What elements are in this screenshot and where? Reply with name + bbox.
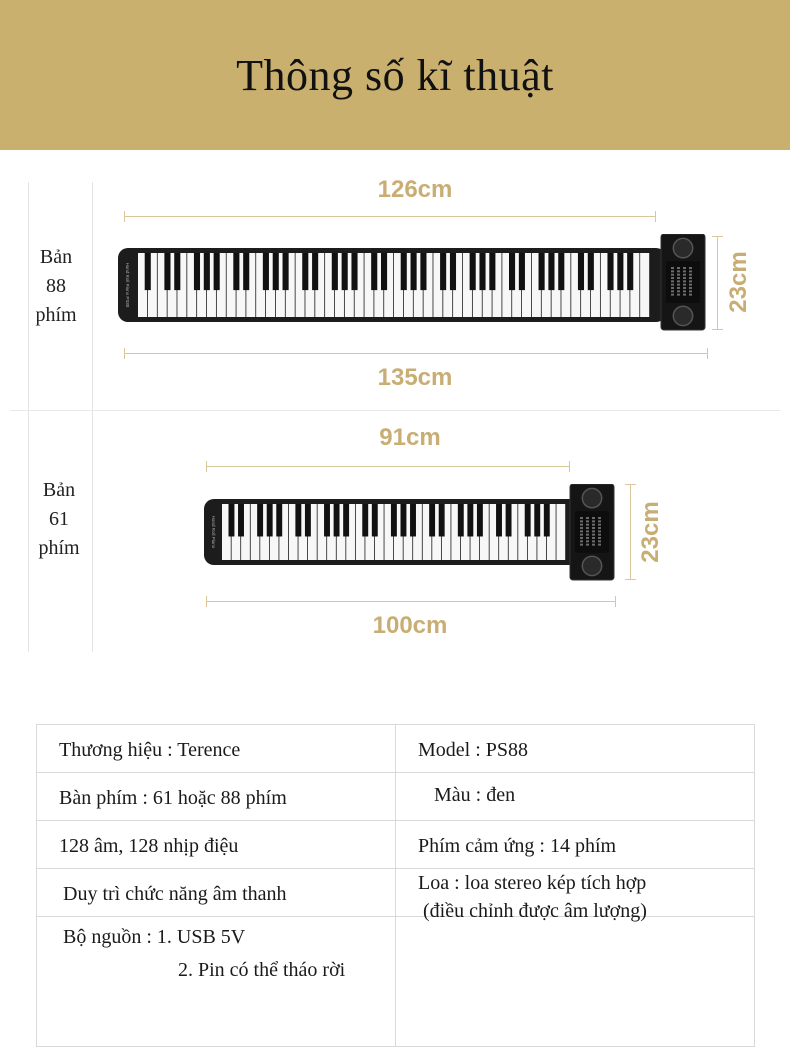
control-button xyxy=(586,520,589,522)
black-key xyxy=(273,253,279,290)
piano-61-image xyxy=(204,484,624,584)
control-button xyxy=(592,517,595,519)
control-button xyxy=(677,277,680,279)
control-button xyxy=(689,284,692,286)
control-button xyxy=(677,270,680,272)
control-button xyxy=(598,527,601,529)
control-button xyxy=(689,294,692,296)
black-key xyxy=(204,253,210,290)
control-button xyxy=(598,524,601,526)
control-button xyxy=(592,537,595,539)
control-button xyxy=(586,524,589,526)
control-button xyxy=(580,537,583,539)
black-key xyxy=(519,253,525,290)
spec-sustain: Duy trì chức năng âm thanh xyxy=(37,869,396,917)
control-button xyxy=(586,544,589,546)
keys-width-61: 91cm xyxy=(379,424,441,451)
black-key xyxy=(525,504,531,536)
black-key xyxy=(305,504,311,536)
control-button xyxy=(592,530,595,532)
control-button xyxy=(683,274,686,276)
page-title: Thông số kĩ thuật xyxy=(236,50,554,100)
piano-88-image xyxy=(118,234,718,334)
black-key xyxy=(164,253,170,290)
control-button xyxy=(586,534,589,536)
keys-width-line-88 xyxy=(124,216,656,217)
black-key xyxy=(506,504,512,536)
control-button xyxy=(683,294,686,296)
black-key xyxy=(263,253,269,290)
black-key xyxy=(371,253,377,290)
black-key xyxy=(381,253,387,290)
black-key xyxy=(233,253,239,290)
control-button xyxy=(671,280,674,282)
black-key xyxy=(283,253,289,290)
black-key xyxy=(174,253,180,290)
black-key xyxy=(548,253,554,290)
control-button xyxy=(671,274,674,276)
spec-power: Bộ nguồn : 1. USB 5V 2. Pin có thể tháo rời xyxy=(37,917,396,1047)
control-button xyxy=(598,544,601,546)
spec-empty xyxy=(396,917,755,1047)
section-divider-middle xyxy=(10,410,780,411)
table-row xyxy=(37,773,755,821)
black-key xyxy=(391,504,397,536)
table-row xyxy=(37,821,755,869)
black-key xyxy=(467,504,473,536)
black-key xyxy=(429,504,435,536)
control-button xyxy=(689,267,692,269)
control-button xyxy=(677,284,680,286)
black-key xyxy=(229,504,235,536)
control-button xyxy=(580,530,583,532)
spec-touch-keys: Phím cảm ứng : 14 phím xyxy=(396,821,755,869)
control-button xyxy=(580,520,583,522)
height-61: 23cm xyxy=(637,501,664,563)
total-length-61: 100cm xyxy=(372,612,448,639)
control-button xyxy=(580,517,583,519)
speaker-top xyxy=(673,238,692,257)
black-key xyxy=(243,253,249,290)
control-button xyxy=(580,527,583,529)
control-button xyxy=(683,287,686,289)
control-button xyxy=(592,540,595,542)
spec-keyboard: Bàn phím : 61 hoặc 88 phím xyxy=(37,773,396,821)
black-key xyxy=(558,253,564,290)
control-button xyxy=(598,520,601,522)
control-button xyxy=(671,290,674,292)
black-key xyxy=(238,504,244,536)
control-button xyxy=(671,270,674,272)
black-key xyxy=(332,253,338,290)
black-key xyxy=(477,504,483,536)
control-button xyxy=(677,290,680,292)
spec-color: Màu : đen xyxy=(396,773,755,821)
height-line-61 xyxy=(630,484,631,580)
control-button xyxy=(683,284,686,286)
control-button xyxy=(677,267,680,269)
black-key xyxy=(334,504,340,536)
keys-width-line-61 xyxy=(206,466,570,467)
spec-sounds: 128 âm, 128 nhịp điệu xyxy=(37,821,396,869)
control-button xyxy=(671,294,674,296)
keys-width-88: 126cm xyxy=(377,176,453,203)
spec-speaker: Loa : loa stereo kép tích hợp (điều chỉnh được âm lượng) xyxy=(396,869,755,917)
black-key xyxy=(617,253,623,290)
black-key xyxy=(342,253,348,290)
black-key xyxy=(257,504,263,536)
black-key xyxy=(362,504,368,536)
black-key xyxy=(479,253,485,290)
control-button xyxy=(689,277,692,279)
black-key xyxy=(607,253,613,290)
table-row xyxy=(37,917,755,1047)
black-key xyxy=(214,253,220,290)
total-length-line-88 xyxy=(124,353,708,354)
control-button xyxy=(586,540,589,542)
control-button xyxy=(586,517,589,519)
table-row xyxy=(37,725,755,773)
control-button xyxy=(586,537,589,539)
speaker-top xyxy=(582,488,601,507)
control-button xyxy=(598,530,601,532)
black-key xyxy=(627,253,633,290)
control-button xyxy=(683,290,686,292)
control-button xyxy=(671,284,674,286)
control-button xyxy=(689,290,692,292)
control-button xyxy=(580,524,583,526)
black-key xyxy=(194,253,200,290)
section-divider-label xyxy=(92,182,93,652)
black-key xyxy=(509,253,515,290)
black-key xyxy=(401,253,407,290)
black-key xyxy=(439,504,445,536)
black-key xyxy=(496,504,502,536)
control-button xyxy=(683,277,686,279)
control-button xyxy=(683,270,686,272)
control-button xyxy=(683,267,686,269)
control-button xyxy=(592,524,595,526)
control-button xyxy=(586,527,589,529)
control-button xyxy=(677,294,680,296)
control-button xyxy=(677,274,680,276)
control-button xyxy=(689,287,692,289)
black-key xyxy=(372,504,378,536)
black-key xyxy=(588,253,594,290)
control-button xyxy=(677,287,680,289)
control-button xyxy=(689,270,692,272)
control-button xyxy=(671,267,674,269)
control-button xyxy=(592,527,595,529)
black-key xyxy=(470,253,476,290)
control-button xyxy=(598,540,601,542)
piano-logo: Hand Roll Piano PS88 xyxy=(125,262,130,308)
speaker-bottom xyxy=(673,306,692,325)
control-button xyxy=(683,280,686,282)
black-key xyxy=(401,504,407,536)
height-88: 23cm xyxy=(725,251,752,313)
control-button xyxy=(592,534,595,536)
control-button xyxy=(592,520,595,522)
spec-brand: Thương hiệu : Terence xyxy=(37,725,396,773)
black-key xyxy=(539,253,545,290)
control-button xyxy=(598,517,601,519)
black-key xyxy=(145,253,151,290)
title-banner xyxy=(0,0,790,150)
black-key xyxy=(324,504,330,536)
black-key xyxy=(343,504,349,536)
total-length-88: 135cm xyxy=(377,364,453,391)
table-row xyxy=(37,869,755,917)
black-key xyxy=(450,253,456,290)
control-button xyxy=(580,540,583,542)
black-key xyxy=(420,253,426,290)
black-key xyxy=(489,253,495,290)
spec-table xyxy=(36,724,755,1047)
white-key xyxy=(640,253,649,317)
black-key xyxy=(578,253,584,290)
control-button xyxy=(598,534,601,536)
black-key xyxy=(410,504,416,536)
white-key xyxy=(556,504,565,560)
control-button xyxy=(671,277,674,279)
total-length-line-61 xyxy=(206,601,616,602)
control-button xyxy=(580,534,583,536)
black-key xyxy=(302,253,308,290)
version-label-61: Bản 61 phím xyxy=(38,479,80,559)
black-key xyxy=(440,253,446,290)
black-key xyxy=(276,504,282,536)
black-key xyxy=(458,504,464,536)
speaker-bottom xyxy=(582,556,601,575)
control-button xyxy=(592,544,595,546)
spec-model: Model : PS88 xyxy=(396,725,755,773)
piano-logo: Hand Roll Piano xyxy=(211,515,216,549)
control-button xyxy=(689,274,692,276)
black-key xyxy=(295,504,301,536)
control-button xyxy=(689,280,692,282)
control-button xyxy=(580,544,583,546)
black-key xyxy=(544,504,550,536)
control-button xyxy=(598,537,601,539)
control-button xyxy=(586,530,589,532)
black-key xyxy=(312,253,318,290)
black-key xyxy=(351,253,357,290)
control-button xyxy=(671,287,674,289)
height-line-88 xyxy=(717,236,718,330)
black-key xyxy=(267,504,273,536)
control-button xyxy=(677,280,680,282)
black-key xyxy=(534,504,540,536)
version-label-88: Bản 88 phím xyxy=(35,246,77,326)
black-key xyxy=(411,253,417,290)
